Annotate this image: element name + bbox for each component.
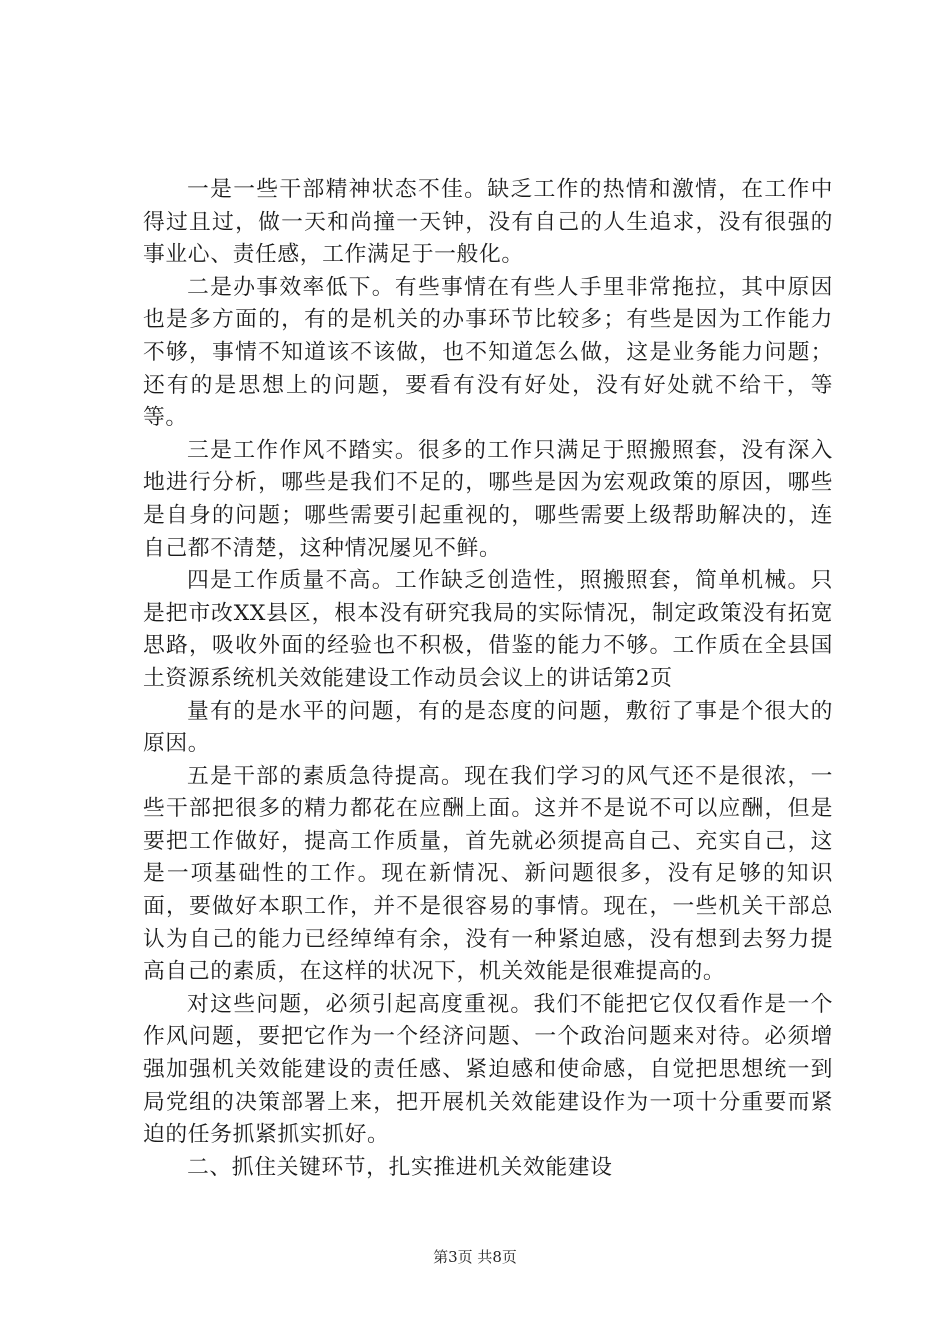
paragraph-attention: 对这些问题，必须引起高度重视。我们不能把它仅仅看作是一个作风问题，要把它作为一个经济问题、一个政治问题来对待。必须增强加强机关效能建设的责任感、紧迫感和使命感，自觉把思想统一到局党组的决策部署上来，把开展机关效能建设作为一项十分重要而紧迫的任务抓紧抓实抓好。 [143, 991, 833, 1148]
paragraph-efficiency: 二是办事效率低下。有些事情在有些人手里非常拖拉，其中原因也是多方面的，有的是机关的办事环节比较多；有些是因为工作能力不够，事情不知道该不该做，也不知道怎么做，这是业务能力问题；还有的是思想上的问题，要看有没有好处，没有好处就不给干，等等。 [143, 274, 833, 431]
document-body [143, 174, 833, 1184]
paragraph-work-style: 三是工作作风不踏实。很多的工作只满足于照搬照套，没有深入地进行分析，哪些是我们不足的，哪些是因为宏观政策的原因，哪些是自身的问题；哪些需要引起重视的，哪些需要上级帮助解决的，连自己都不清楚，这种情况屡见不鲜。 [143, 437, 833, 561]
paragraph-work-quality: 四是工作质量不高。工作缺乏创造性，照搬照套，简单机械。只是把市改XX县区，根本没有研究我局的实际情况，制定政策没有拓宽思路，吸收外面的经验也不积极，借鉴的能力不够。工作质在全县国土资源系统机关效能建设工作动员会议上的讲话第2页 [143, 568, 833, 691]
paragraph-quality-continued: 量有的是水平的问题，有的是态度的问题，敷衍了事是个很大的原因。 [143, 698, 833, 757]
page-footer [0, 1247, 950, 1267]
paragraph-cadre-quality: 五是干部的素质急待提高。现在我们学习的风气还不是很浓，一些干部把很多的精力都花在应酬上面。这并不是说不可以应酬，但是要把工作做好，提高工作质量，首先就必须提高自己、充实自己，这是一项基础性的工作。现在新情况、新问题很多，没有足够的知识面，要做好本职工作，并不是很容易的事情。现在，一些机关干部总认为自己的能力已经绰绰有余，没有一种紧迫感，没有想到去努力提高自己的素质，在这样的状况下，机关效能是很难提高的。 [143, 763, 833, 985]
paragraph-cadre-spirit: 一是一些干部精神状态不佳。缺乏工作的热情和激情，在工作中得过且过，做一天和尚撞一天钟，没有自己的人生追求，没有很强的事业心、责任感，工作满足于一般化。 [143, 177, 833, 268]
section-heading: 二、抓住关键环节，扎实推进机关效能建设 [187, 1154, 613, 1180]
page-number: 第3页 共8页 [433, 1248, 517, 1266]
